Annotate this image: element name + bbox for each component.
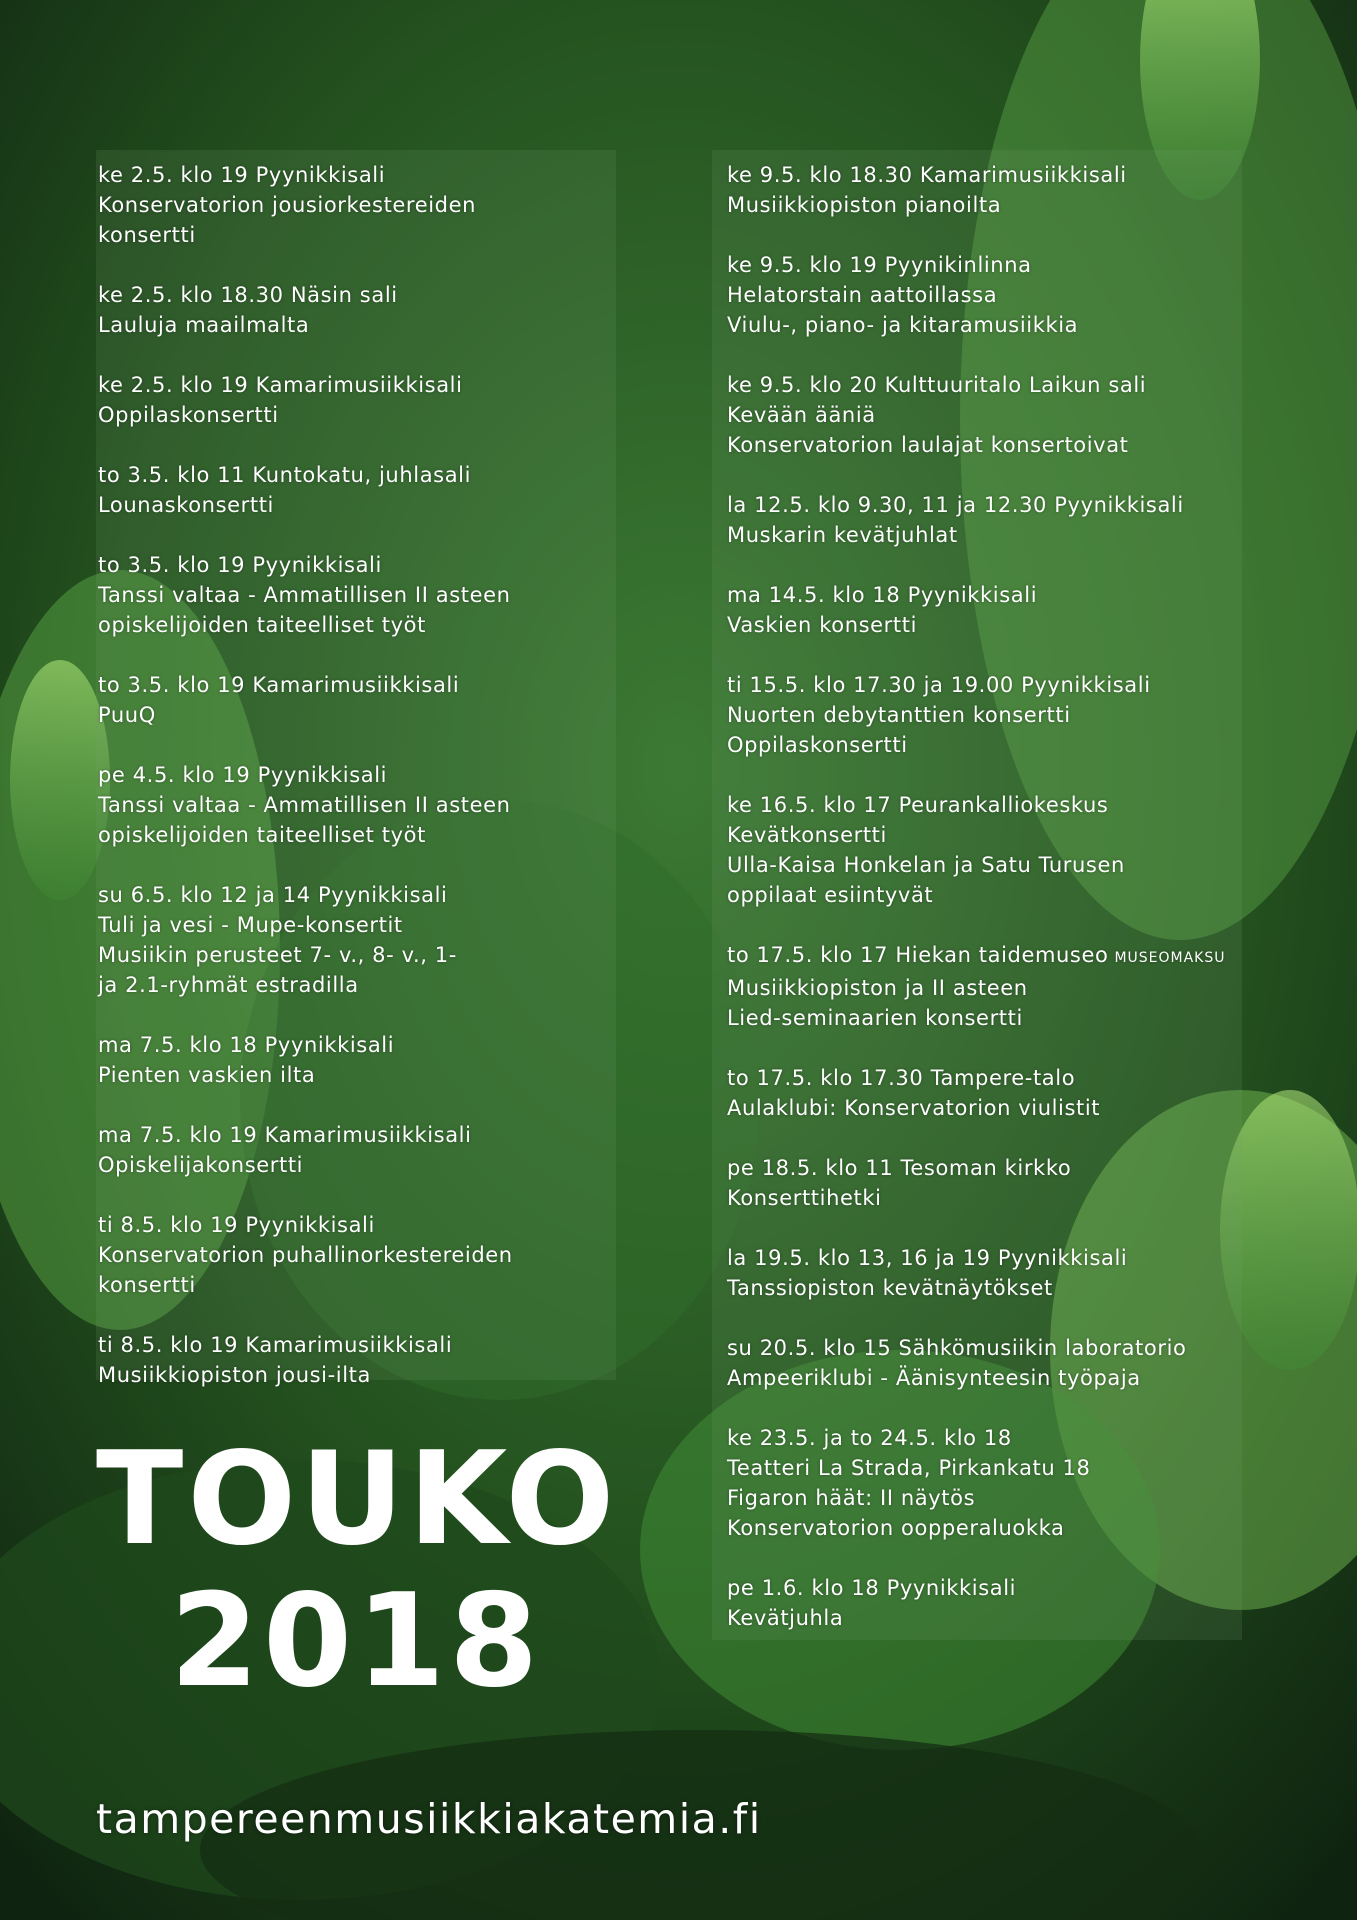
event-description: Kevätkonsertti <box>727 823 887 847</box>
event-date-venue: pe 1.6. klo 18 Pyynikkisali <box>727 1576 1017 1600</box>
event-date-venue: la 19.5. klo 13, 16 ja 19 Pyynikkisali <box>727 1246 1128 1270</box>
event-item <box>727 790 1347 910</box>
event-description: Helatorstain aattoillassa <box>727 283 998 307</box>
event-description: Viulu-, piano- ja kitaramusiikkia <box>727 313 1079 337</box>
event-description: konsertti <box>98 223 196 247</box>
website-link[interactable]: tampereenmusiikkiakatemia.fi <box>96 1795 762 1843</box>
event-date-venue: to 3.5. klo 11 Kuntokatu, juhlasali <box>98 463 472 487</box>
event-date-venue: to 17.5. klo 17 Hiekan taidemuseo MUSEOMAKSU <box>727 943 1226 967</box>
event-date-venue: ti 8.5. klo 19 Pyynikkisali <box>98 1213 375 1237</box>
event-date-venue: to 3.5. klo 19 Kamarimusiikkisali <box>98 673 460 697</box>
event-date-venue: ke 2.5. klo 19 Pyynikkisali <box>98 163 386 187</box>
event-date-venue: ke 9.5. klo 20 Kulttuuritalo Laikun sali <box>727 373 1147 397</box>
event-description: Konservatorion laulajat konsertoivat <box>727 433 1129 457</box>
event-description: Lauluja maailmalta <box>98 313 310 337</box>
event-item <box>727 250 1347 340</box>
event-description: Opiskelijakonsertti <box>98 1153 304 1177</box>
event-item <box>727 1423 1347 1543</box>
event-item <box>727 1153 1347 1213</box>
event-description: Musiikkiopiston ja II asteen <box>727 976 1028 1000</box>
event-date-venue: pe 4.5. klo 19 Pyynikkisali <box>98 763 388 787</box>
right-event-list <box>727 160 1347 1663</box>
event-description: Musiikkiopiston pianoilta <box>727 193 1002 217</box>
event-description: Oppilaskonsertti <box>727 733 908 757</box>
event-description: Teatteri La Strada, Pirkankatu 18 <box>727 1456 1091 1480</box>
event-item <box>98 1210 658 1300</box>
event-description: Oppilaskonsertti <box>98 403 279 427</box>
event-item <box>98 280 658 340</box>
event-item <box>727 1063 1347 1123</box>
event-description: Figaron häät: II näytös <box>727 1486 976 1510</box>
event-item <box>727 490 1347 550</box>
event-item <box>727 580 1347 640</box>
event-description: konsertti <box>98 1273 196 1297</box>
event-item <box>98 1120 658 1180</box>
event-item <box>98 880 658 1000</box>
event-date-venue: ma 7.5. klo 19 Kamarimusiikkisali <box>98 1123 472 1147</box>
event-date-venue: ke 2.5. klo 18.30 Näsin sali <box>98 283 398 307</box>
event-description: Tuli ja vesi - Mupe-konsertit <box>98 913 403 937</box>
event-description: Kevään ääniä <box>727 403 876 427</box>
event-date-venue: ke 9.5. klo 18.30 Kamarimusiikkisali <box>727 163 1127 187</box>
event-date-venue: ti 15.5. klo 17.30 ja 19.00 Pyynikkisali <box>727 673 1151 697</box>
event-item <box>727 940 1347 1033</box>
event-description: Vaskien konsertti <box>727 613 918 637</box>
event-description: Musiikin perusteet 7- v., 8- v., 1- <box>98 943 457 967</box>
left-event-list <box>98 160 658 1420</box>
event-date-venue: ti 8.5. klo 19 Kamarimusiikkisali <box>98 1333 453 1357</box>
event-item <box>98 160 658 250</box>
event-item <box>98 760 658 850</box>
event-description: ja 2.1-ryhmät estradilla <box>98 973 359 997</box>
event-description: Ulla-Kaisa Honkelan ja Satu Turusen <box>727 853 1125 877</box>
event-description: opiskelijoiden taiteelliset työt <box>98 823 426 847</box>
event-description: Aulaklubi: Konservatorion viulistit <box>727 1096 1101 1120</box>
event-item <box>98 460 658 520</box>
event-item <box>727 670 1347 760</box>
event-item <box>98 1030 658 1090</box>
event-description: Kevätjuhla <box>727 1606 844 1630</box>
event-item <box>98 670 658 730</box>
event-item <box>727 370 1347 460</box>
event-item <box>98 1330 658 1390</box>
event-item <box>727 1333 1347 1393</box>
event-description: Konservatorion puhallinorkestereiden <box>98 1243 513 1267</box>
event-date-venue: ke 16.5. klo 17 Peurankalliokeskus <box>727 793 1109 817</box>
event-date-venue: la 12.5. klo 9.30, 11 ja 12.30 Pyynikkisali <box>727 493 1184 517</box>
event-date-venue: su 6.5. klo 12 ja 14 Pyynikkisali <box>98 883 448 907</box>
event-item <box>727 1573 1347 1633</box>
event-date-venue: pe 18.5. klo 11 Tesoman kirkko <box>727 1156 1072 1180</box>
event-description: PuuQ <box>98 703 156 727</box>
event-description: Tanssi valtaa - Ammatillisen II asteen <box>98 583 511 607</box>
event-date-venue: to 17.5. klo 17.30 Tampere-talo <box>727 1066 1076 1090</box>
event-description: Tanssiopiston kevätnäytökset <box>727 1276 1053 1300</box>
event-description: Pienten vaskien ilta <box>98 1063 316 1087</box>
event-item <box>727 160 1347 220</box>
event-date-venue: ke 2.5. klo 19 Kamarimusiikkisali <box>98 373 463 397</box>
event-item <box>727 1243 1347 1303</box>
event-description: Konserttihetki <box>727 1186 882 1210</box>
event-date-venue: ma 14.5. klo 18 Pyynikkisali <box>727 583 1038 607</box>
title-year: 2018 <box>169 1567 543 1716</box>
event-tag: MUSEOMAKSU <box>1114 950 1226 966</box>
event-description: oppilaat esiintyvät <box>727 883 934 907</box>
event-description: Konservatorion jousiorkestereiden <box>98 193 477 217</box>
event-item <box>98 370 658 430</box>
event-description: Konservatorion oopperaluokka <box>727 1516 1065 1540</box>
event-date-venue: ke 9.5. klo 19 Pyynikinlinna <box>727 253 1032 277</box>
event-description: Ampeeriklubi - Äänisynteesin työpaja <box>727 1366 1141 1390</box>
title-month: TOUKO <box>96 1425 619 1574</box>
event-date-venue: ma 7.5. klo 18 Pyynikkisali <box>98 1033 395 1057</box>
event-date-venue: su 20.5. klo 15 Sähkömusiikin laboratorio <box>727 1336 1187 1360</box>
event-date-venue: to 3.5. klo 19 Pyynikkisali <box>98 553 382 577</box>
event-description: Lied-seminaarien konsertti <box>727 1006 1023 1030</box>
event-description: Muskarin kevätjuhlat <box>727 523 958 547</box>
event-description: Musiikkiopiston jousi-ilta <box>98 1363 371 1387</box>
event-description: Tanssi valtaa - Ammatillisen II asteen <box>98 793 511 817</box>
event-description: opiskelijoiden taiteelliset työt <box>98 613 426 637</box>
event-item <box>98 550 658 640</box>
title-block <box>96 1425 619 1716</box>
event-description: Nuorten debytanttien konsertti <box>727 703 1071 727</box>
event-description: Lounaskonsertti <box>98 493 274 517</box>
event-date-venue: ke 23.5. ja to 24.5. klo 18 <box>727 1426 1012 1450</box>
